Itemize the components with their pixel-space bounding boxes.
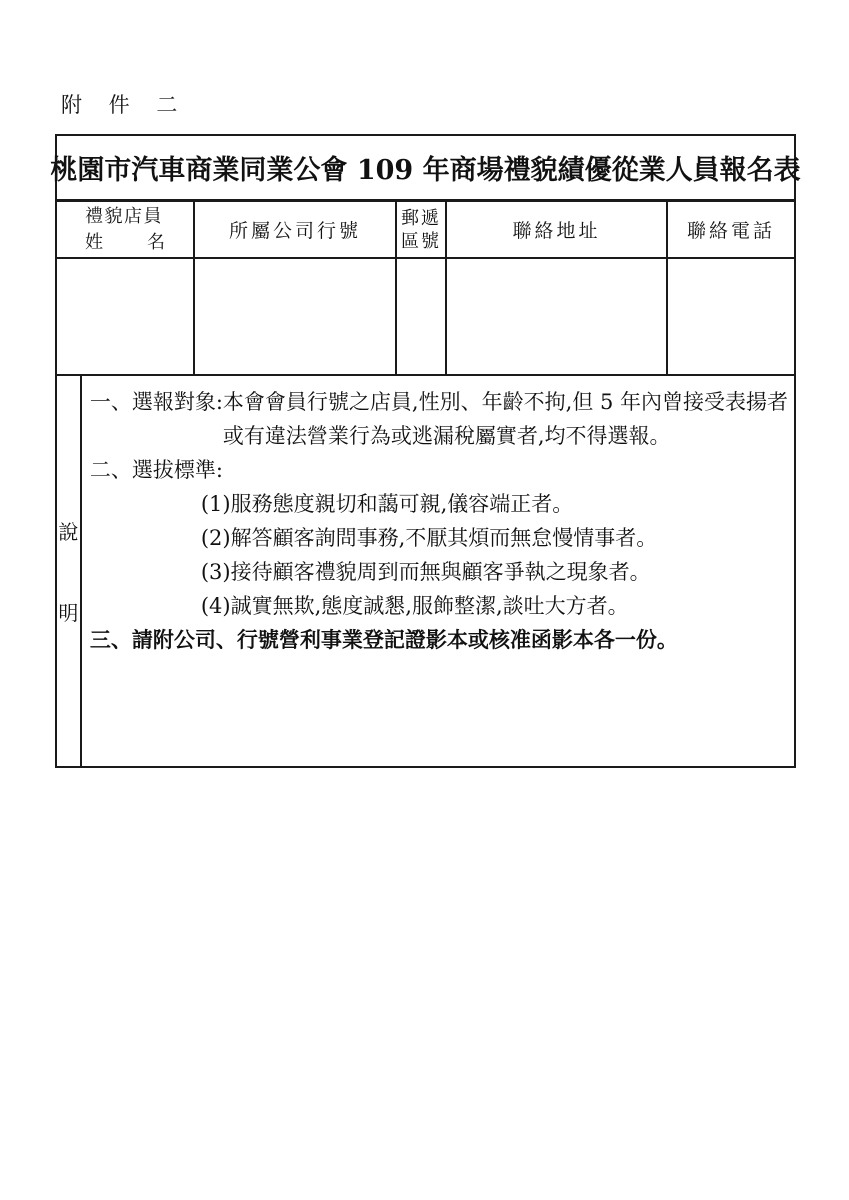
header-company: 所屬公司行號: [195, 202, 397, 257]
notes-content: [82, 376, 794, 766]
note-item1-line1: 一、選報對象:本會會員行號之店員,性別、年齡不拘,但 5 年內曾接受表揚者: [89, 390, 788, 414]
registration-form-table: [50, 134, 801, 768]
note-item3: 三、請附公司、行號營利事業登記證影本或核准函影本各一份。: [89, 627, 678, 652]
entry-clerk-name-cell: [57, 259, 195, 374]
attachment-label: 附 件 二: [61, 93, 188, 117]
table-header-row: [57, 202, 794, 259]
notes-label-char-1: 說: [58, 520, 79, 544]
clerk-name-label-ming: 名: [147, 231, 165, 253]
postal-code-label-line1: 郵遞: [401, 207, 441, 229]
entry-address-cell: [447, 259, 668, 374]
clerk-name-label-xing: 姓: [85, 231, 103, 253]
note-criteria-2: (2)解答顧客詢問事務,不厭其煩而無怠慢情事者。: [200, 526, 658, 550]
header-clerk-name: [57, 202, 195, 257]
note-item2: 二、選拔標準:: [89, 458, 223, 482]
header-postal-code: [397, 202, 447, 257]
notes-section: [57, 376, 794, 766]
entry-postal-code-cell: [397, 259, 447, 374]
notes-label-char-2: 明: [58, 601, 79, 625]
postal-code-label-line2: 區號: [401, 230, 441, 252]
entry-company-cell: [195, 259, 397, 374]
clerk-name-label-line2: [85, 230, 165, 256]
entry-row: [57, 259, 794, 376]
note-criteria-4: (4)誠實無欺,態度誠懇,服飾整潔,談吐大方者。: [200, 594, 629, 618]
postal-code-label-block: [401, 207, 441, 253]
header-phone: 聯絡電話: [686, 220, 775, 242]
form-title: 桃園市汽車商業同業公會 109 年商場禮貌績優從業人員報名表: [57, 136, 794, 202]
note-criteria-3: (3)接待顧客禮貌周到而無與顧客爭執之現象者。: [200, 560, 651, 584]
notes-label-column: [57, 376, 82, 766]
clerk-name-label-block: [85, 204, 165, 256]
note-criteria-1: (1)服務態度親切和藹可親,儀容端正者。: [200, 492, 574, 516]
entry-phone-cell: [668, 259, 794, 374]
header-address: 聯絡地址: [447, 202, 668, 257]
clerk-name-label-line1: 禮貌店員: [85, 205, 163, 227]
note-item1-line2: 或有違法營業行為或逃漏稅屬實者,均不得選報。: [222, 424, 671, 448]
